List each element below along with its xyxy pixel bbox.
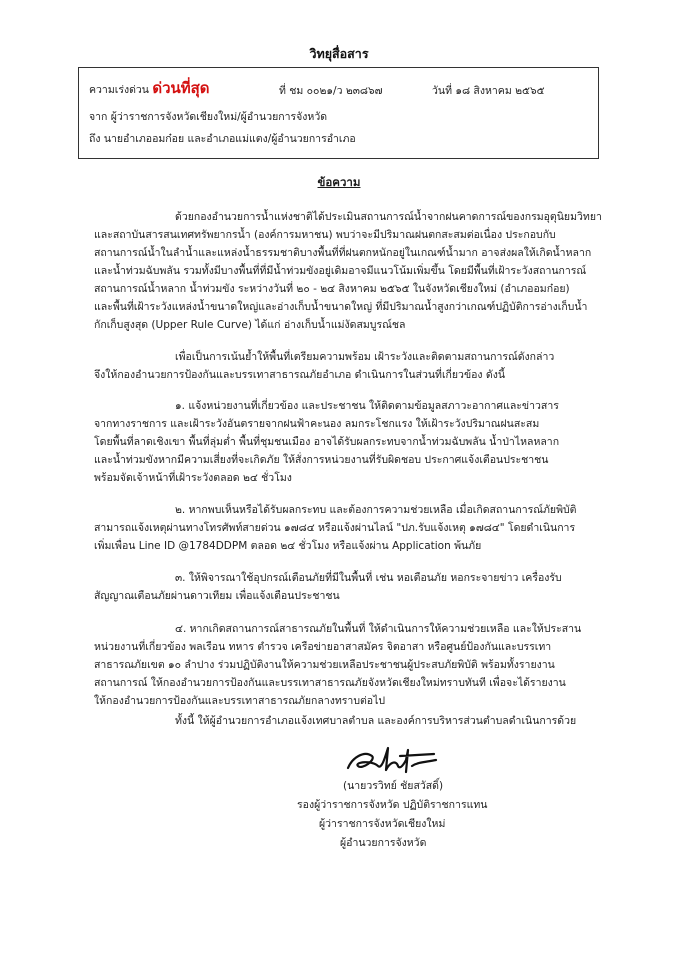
priority-line (89, 76, 210, 100)
document-title: วิทยุสื่อสาร (309, 46, 369, 61)
body-line: ทั้งนี้ ให้ผู้อำนวยการอำเภอแจ้งเทศบาลตำบล และองค์การบริหารส่วนตำบลดำเนินการด้วย (175, 715, 577, 727)
body-line: ด้วยกองอำนวยการน้ำแห่งชาติได้ประเมินสถานการณ์น้ำจากฝนคาดการณ์ของกรมอุตุนิยมวิทยา (175, 211, 602, 223)
body-line: สามารถแจ้งเหตุผ่านทางโทรศัพท์สายด่วน ๑๗๘๔ หรือแจ้งผ่านไลน์ "ปภ.รับแจ้งเหตุ ๑๗๘๔" โดยดำเนินการ (94, 522, 576, 534)
body-line: หน่วยงานที่เกี่ยวข้อง พลเรือน ทหาร ตำรวจ เครือข่ายอาสาสมัคร จิตอาสา หรือศูนย์ป้องกันและบรรเทา (94, 641, 552, 653)
document-date: วันที่ ๑๘ สิงหาคม ๒๕๖๕ (432, 85, 545, 97)
priority-value: ด่วนที่สุด (152, 79, 210, 97)
signer-position-1: รองผู้ว่าราชการจังหวัด ปฏิบัติราชการแทน (297, 799, 488, 811)
body-line: ให้กองอำนวยการป้องกันและบรรเทาสาธารณภัยกลางทราบต่อไป (94, 695, 386, 707)
body-line: โดยพื้นที่ลาดเชิงเขา พื้นที่ลุ่มต่ำ พื้นที่ชุมชนเมือง อาจได้รับผลกระทบจากน้ำท่วมฉับพลัน น้ำป่าไหลหลาก (94, 436, 560, 448)
body-line: ๓. ให้พิจารณาใช้อุปกรณ์เตือนภัยที่มีในพื้นที่ เช่น หอเตือนภัย หอกระจายข่าว เครื่องรับ (175, 572, 562, 584)
signer-name: (นายวรวิทย์ ชัยสวัสดิ์) (343, 780, 444, 792)
body-line: เพื่อเป็นการเน้นย้ำให้พื้นที่เตรียมความพร้อม เฝ้าระวังและติดตามสถานการณ์ดังกล่าว (175, 351, 555, 363)
body-line: ๔. หากเกิดสถานการณ์สาธารณภัยในพื้นที่ ให้ดำเนินการให้ความช่วยเหลือ และให้ประสาน (175, 623, 582, 635)
body-line: และสถาบันสารสนเทศทรัพยากรน้ำ (องค์การมหาชน) พบว่าจะมีปริมาณฝนตกสะสมต่อเนื่อง ประกอบกับ (94, 229, 556, 241)
body-line: สถานการณ์ ให้กองอำนวยการป้องกันและบรรเทาสาธารณภัยจังหวัดเชียงใหม่ทราบทันที เพื่อจะได้รายงาน (94, 677, 566, 689)
body-line: และน้ำท่วมฉับพลัน รวมทั้งมีบางพื้นที่ที่มีน้ำท่วมขังอยู่เดิมอาจมีแนวโน้มเพิ่มขึ้น โดยมีพื้นที่เฝ้าระวังสถานการณ์ (94, 265, 587, 277)
body-line: พร้อมจัดเจ้าหน้าที่เฝ้าระวังตลอด ๒๔ ชั่วโมง (94, 472, 292, 484)
body-line: สาธารณภัยเขต ๑๐ ลำปาง ร่วมปฏิบัติงานให้ความช่วยเหลือประชาชนผู้ประสบภัยพิบัติ พร้อมทั้งรายงาน (94, 659, 555, 671)
from-line: จาก ผู้ว่าราชการจังหวัดเชียงใหม่/ผู้อำนวยการจังหวัด (89, 111, 328, 123)
signer-position-2: ผู้ว่าราชการจังหวัดเชียงใหม่ (319, 818, 446, 830)
body-line: จากทางราชการ และเฝ้าระวังอันตรายจากฝนฟ้าคะนอง ลมกระโชกแรง ให้เฝ้าระวังปริมาณฝนสะสม (94, 418, 540, 430)
subject-title: ข้อความ (317, 175, 361, 189)
header-box (78, 67, 599, 159)
body-line: กักเก็บสูงสุด (Upper Rule Curve) ได้แก่ อ่างเก็บน้ำแม่งัดสมบูรณ์ชล (94, 319, 406, 331)
body-line: สัญญาณเตือนภัยผ่านดาวเทียม เพื่อแจ้งเตือนประชาชน (94, 590, 340, 602)
body-line: และพื้นที่เฝ้าระวังแหล่งน้ำขนาดใหญ่และอ่างเก็บน้ำขนาดใหญ่ ที่มีปริมาณน้ำสูงกว่าเกณฑ์ปฏิบัติการอ่างเก็บน้ำ (94, 301, 588, 313)
signer-position-3: ผู้อำนวยการจังหวัด (340, 837, 427, 849)
body-line: จึงให้กองอำนวยการป้องกันและบรรเทาสาธารณภัยอำเภอ ดำเนินการในส่วนที่เกี่ยวข้อง ดังนี้ (94, 369, 506, 381)
priority-label: ความเร่งด่วน (89, 84, 149, 96)
body-line: สถานการณ์น้ำในลำน้ำและแหล่งน้ำธรรมชาติบางพื้นที่ที่ฝนตกหนักอยู่ในเกณฑ์น้ำมาก อาจส่งผลให้เกิดน้ำหลาก (94, 247, 592, 259)
body-line: สถานการณ์น้ำหลาก น้ำท่วมขัง ระหว่างวันที่ ๒๐ - ๒๔ สิงหาคม ๒๕๖๕ ในจังหวัดเชียงใหม่ (อำเภออมก๋อย) (94, 283, 570, 295)
handwritten-signature (342, 740, 442, 778)
to-line: ถึง นายอำเภออมก๋อย และอำเภอแม่แตง/ผู้อำนวยการอำเภอ (89, 133, 356, 145)
body-line: ๒. หากพบเห็นหรือได้รับผลกระทบ และต้องการความช่วยเหลือ เมื่อเกิดสถานการณ์ภัยพิบัติ (175, 504, 577, 516)
document-number: ที่ ชม ๐๐๒๑/ว ๒๓๘๖๗ (279, 85, 383, 97)
body-line: ๑. แจ้งหน่วยงานที่เกี่ยวข้อง และประชาชน ให้ติดตามข้อมูลสภาวะอากาศและข่าวสาร (175, 400, 559, 412)
body-line: และน้ำท่วมขังหากมีความเสี่ยงที่จะเกิดภัย ให้สั่งการหน่วยงานที่รับผิดชอบ ประกาศแจ้งเตือนประชาชน (94, 454, 549, 466)
body-line: เพิ่มเพื่อน Line ID @1784DDPM ตลอด ๒๔ ชั่วโมง หรือแจ้งผ่าน Application พ้นภัย (94, 540, 482, 552)
